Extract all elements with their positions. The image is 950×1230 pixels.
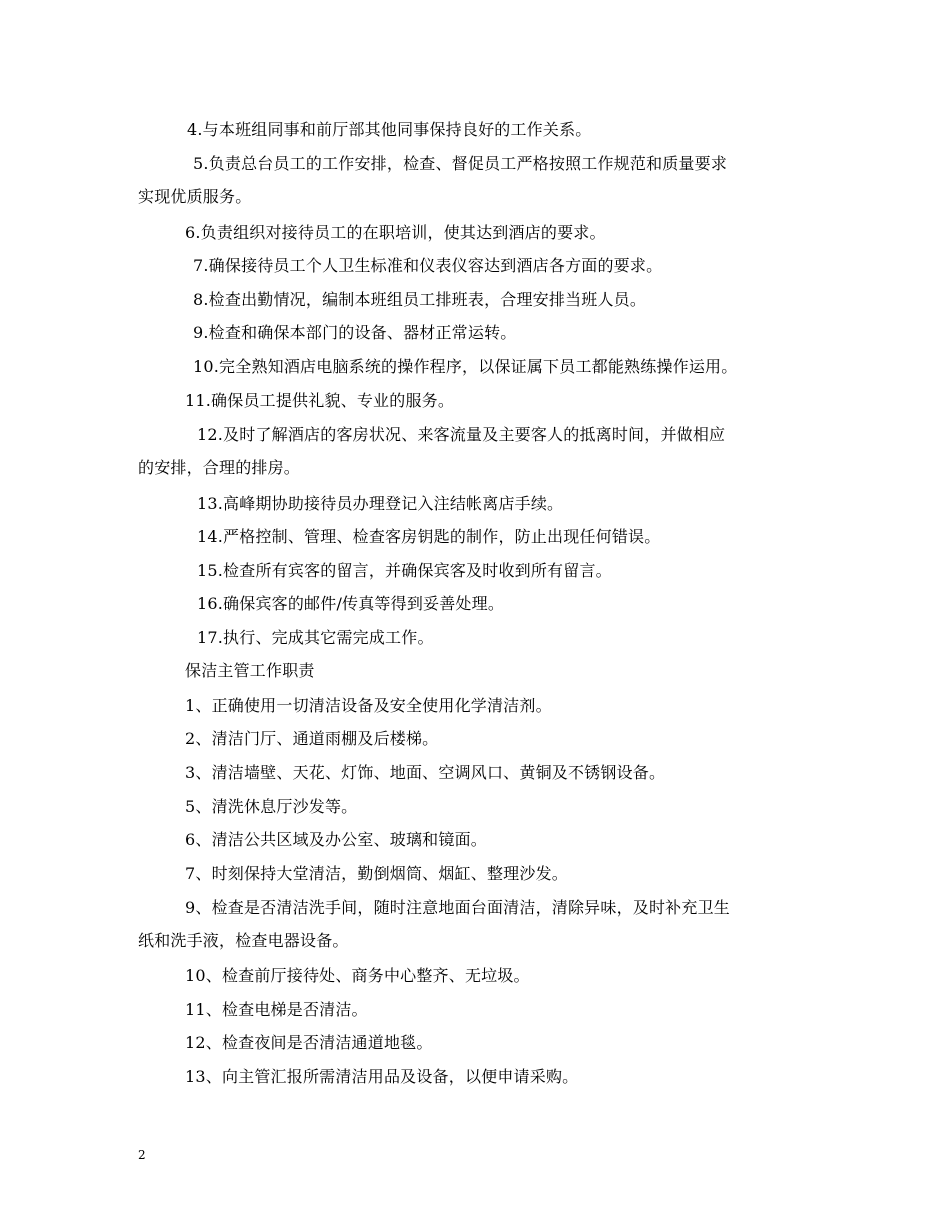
text-line: 2、清洁门厅、通道雨棚及后楼梯。: [185, 729, 439, 748]
text-line: 17.执行、完成其它需完成工作。: [197, 628, 434, 647]
text-line: 12、检查夜间是否清洁通道地毯。: [185, 1033, 433, 1052]
text-line: 8.检查出勤情况，编制本班组员工排班表，合理安排当班人员。: [193, 290, 647, 309]
text-line: 7、时刻保持大堂清洁，勤倒烟筒、烟缸、整理沙发。: [185, 864, 568, 883]
text-line: 实现优质服务。: [138, 187, 252, 206]
text-line: 9.检查和确保本部门的设备、器材正常运转。: [193, 323, 517, 342]
text-line: 1、正确使用一切清洁设备及安全使用化学清洁剂。: [185, 696, 552, 715]
text-line: 4.与本班组同事和前厅部其他同事保持良好的工作关系。: [187, 120, 592, 139]
text-line: 5、清洗休息厅沙发等。: [185, 797, 358, 816]
text-line: 14.严格控制、管理、检查客房钥匙的制作，防止出现任何错误。: [197, 527, 661, 546]
text-line: 13.高峰期协助接待员办理登记入注结帐离店手续。: [197, 494, 564, 513]
text-line: 纸和洗手液，检查电器设备。: [138, 931, 349, 950]
text-line: 11.确保员工提供礼貌、专业的服务。: [185, 391, 455, 410]
text-line: 6、清洁公共区域及办公室、玻璃和镜面。: [185, 830, 487, 849]
page-number: 2: [138, 1148, 146, 1162]
text-line: 10、检查前厅接待处、商务中心整齐、无垃圾。: [185, 966, 530, 985]
section-heading: 保洁主管工作职责: [185, 661, 315, 680]
text-line: 12.及时了解酒店的客房状况、来客流量及主要客人的抵离时间，并做相应: [197, 425, 726, 444]
text-line: 15.检查所有宾客的留言，并确保宾客及时收到所有留言。: [197, 561, 612, 580]
text-line: 16.确保宾客的邮件/传真等得到妥善处理。: [197, 594, 505, 613]
text-line: 的安排，合理的排房。: [138, 458, 301, 477]
text-line: 6.负责组织对接待员工的在职培训，使其达到酒店的要求。: [185, 223, 606, 242]
text-line: 7.确保接待员工个人卫生标准和仪表仪容达到酒店各方面的要求。: [193, 256, 663, 275]
text-line: 13、向主管汇报所需清洁用品及设备，以便申请采购。: [185, 1067, 579, 1086]
text-line: 3、清洁墙壁、天花、灯饰、地面、空调风口、黄铜及不锈钢设备。: [185, 763, 666, 782]
text-line: 10.完全熟知酒店电脑系统的操作程序，以保证属下员工都能熟练操作运用。: [193, 357, 738, 376]
text-line: 11、检查电梯是否清洁。: [185, 1000, 368, 1019]
text-line: 9、检查是否清洁洗手间，随时注意地面台面清洁，清除异味，及时补充卫生: [185, 898, 730, 917]
text-line: 5.负责总台员工的工作安排，检查、督促员工严格按照工作规范和质量要求: [193, 154, 728, 173]
